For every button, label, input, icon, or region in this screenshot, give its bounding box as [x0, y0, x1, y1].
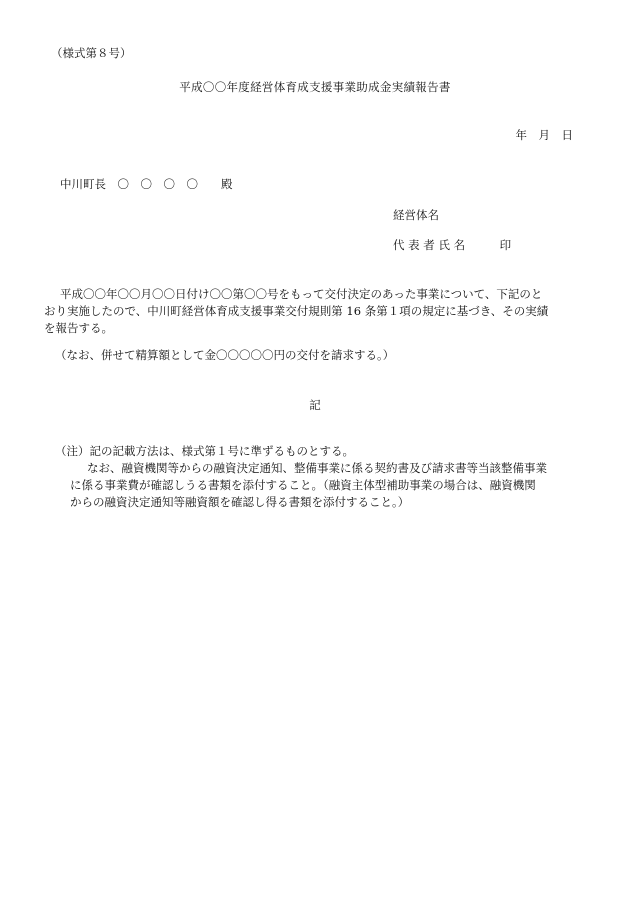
note-line-3: に係る事業費が確認しうる書類を添付すること。（融資主体型補助事業の場合は、融資機関 [70, 478, 536, 492]
payment-request-line: （なお、併せて精算額として金〇〇〇〇〇円の交付を請求する。） [55, 348, 395, 362]
representative-name-label: 代 表 者 氏 名 印 [393, 238, 512, 252]
note-line-4: からの融資決定通知等融資額を確認し得る書類を添付すること。） [70, 495, 410, 509]
body-line-1: 平成〇〇年〇〇月〇〇日付け〇〇第〇〇号をもって交付決定のあった事業について、下記のと [60, 287, 543, 301]
body-line-3: を報告する。 [44, 321, 113, 335]
date-line: 年 月 日 [515, 128, 573, 142]
note-line-2: なお、融資機関等からの融資決定通知、整備事業に係る契約書及び請求書等当該整備事業 [87, 461, 547, 475]
body-line-2: おり実施したので、中川町経営体育成支援事業交付規則第 16 条第１項の規定に基づき、その実績 [44, 304, 549, 318]
organization-name-label: 経営体名 [393, 208, 439, 222]
note-line-1: （注）記の記載方法は、様式第１号に準ずるものとする。 [55, 444, 354, 458]
document-title: 平成〇〇年度経営体育成支援事業助成金実績報告書 [179, 80, 451, 94]
ki-heading: 記 [309, 398, 321, 412]
form-number: （様式第８号） [51, 46, 132, 60]
addressee: 中川町長 〇 〇 〇 〇 殿 [60, 177, 233, 191]
